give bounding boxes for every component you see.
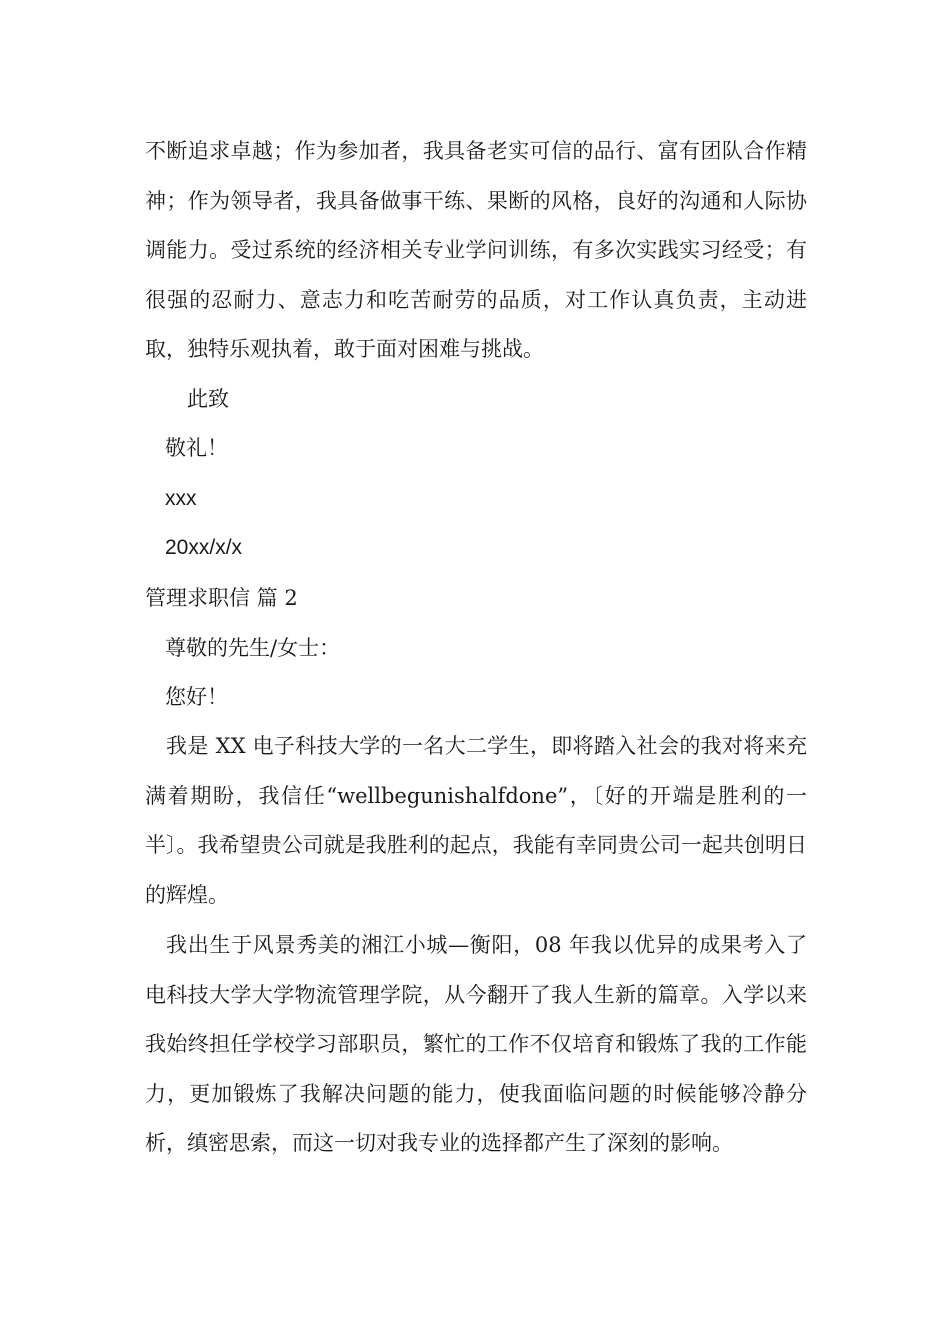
paragraph-background: 我出生于风景秀美的湘江小城—衡阳，08 年我以优异的成果考入了电科技大学大学物流管理学院，从今翻开了我人生新的篇章。入学以来我始终担任学校学习部职员，繁忙的工作不仅培育和锻炼了我的工作能力，更加锻炼了我解决问题的能力，使我面临问题的时候能够冷静分析，缜密思索，而这一切对我专业的选择都产生了深刻的影响。 [145,933,807,1155]
section-title: 管理求职信 篇 2 [145,586,298,610]
signature-name: xxx [165,487,197,510]
closing-cizhi: 此致 [187,387,229,411]
paragraph-self-assessment: 不断追求卓越；作为参加者，我具备老实可信的品行、富有团队合作精神；作为领导者，我具备做事干练、果断的风格，良好的沟通和人际协调能力。受过系统的经济相关专业学问训练，有多次实践实习经受；有很强的忍耐力、意志力和吃苦耐劳的品质，对工作认真负责，主动进取，独特乐观执着，敢于面对困难与挑战。 [145,139,807,361]
salutation: 尊敬的先生/女士： [165,636,341,660]
paragraph-introduction: 我是 XX 电子科技大学的一名大二学生，即将踏入社会的我对将来充满着期盼，我信任“wellbegunishalfdone”，〔好的开端是胜利的一半〕。我希望贵公司就是我胜利的起点，我能有幸同贵公司一起共创明日的辉煌。 [145,734,807,907]
greeting: 您好！ [165,685,228,709]
signature-date: 20xx/x/x [165,536,243,559]
closing-jingli: 敬礼！ [165,436,228,460]
